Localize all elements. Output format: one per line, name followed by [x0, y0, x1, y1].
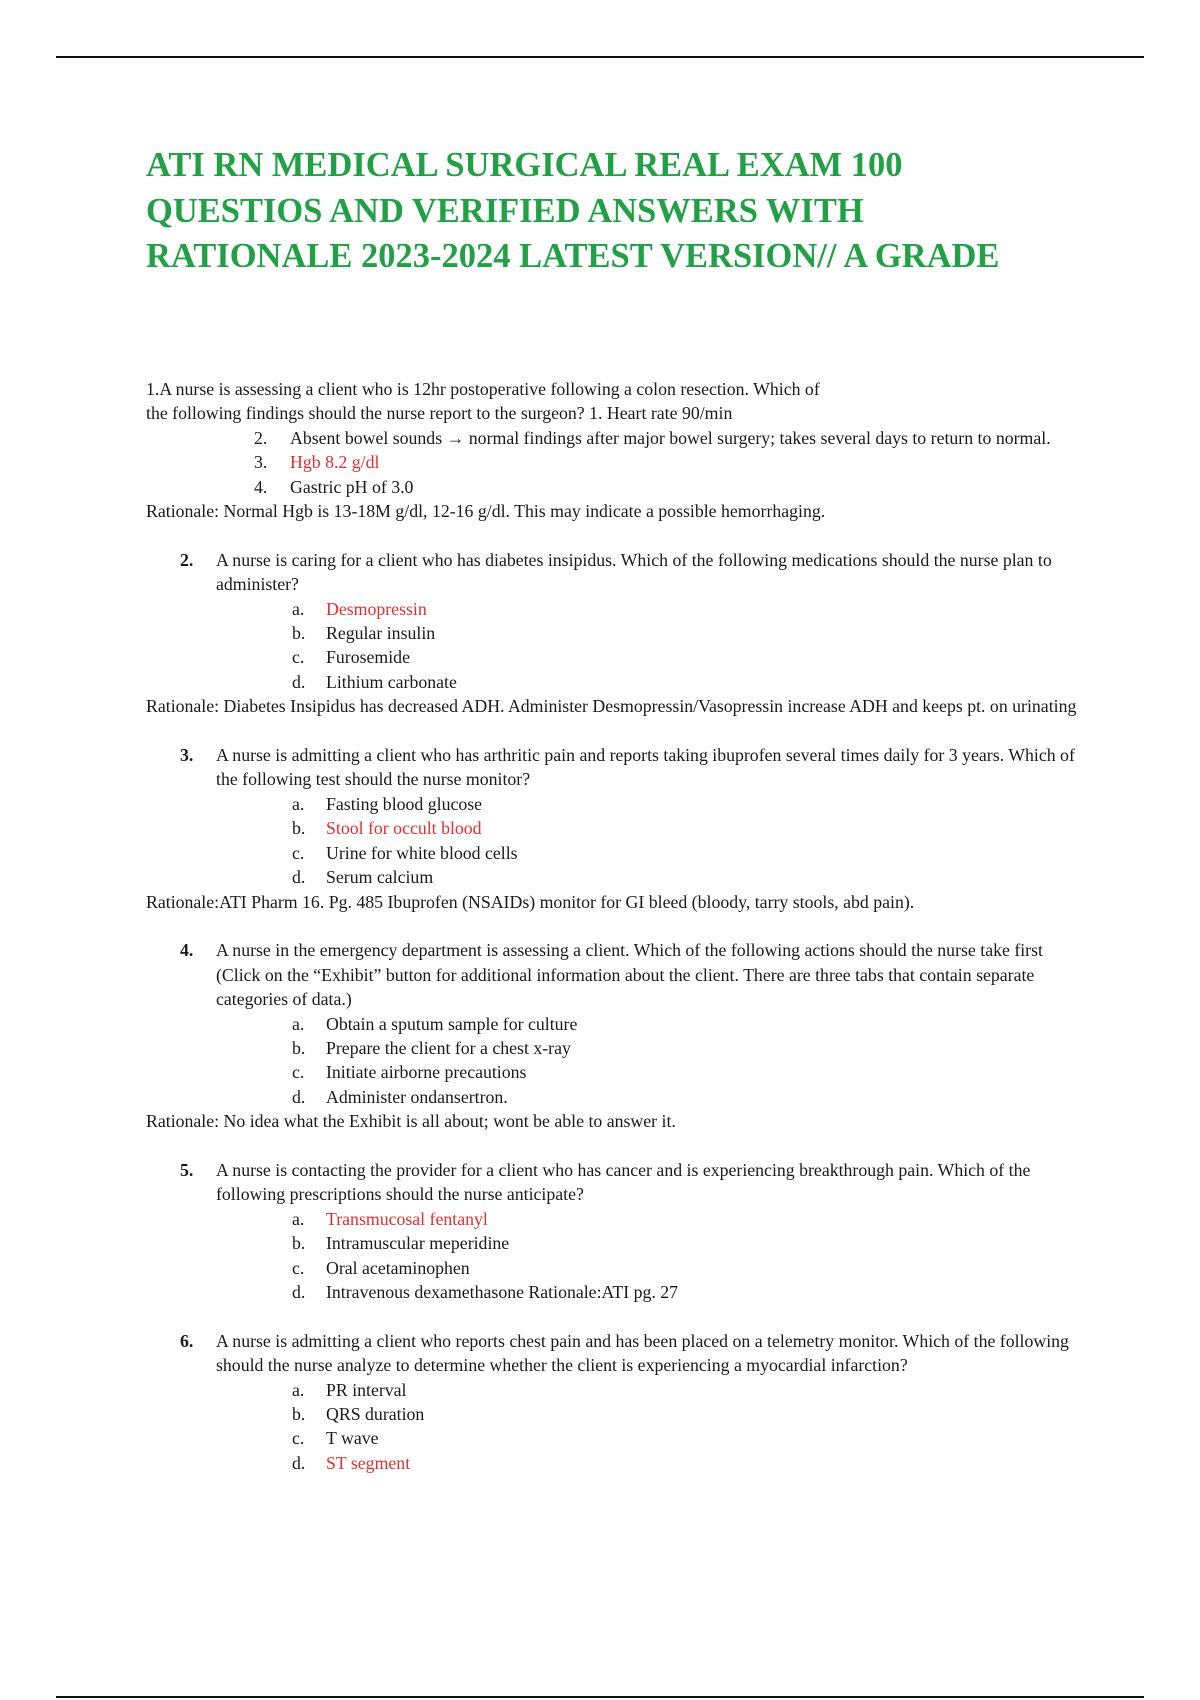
question-3-option	[216, 792, 1086, 816]
question-1-text-line: the following findings should the nurse report to the surgeon? 1. Heart rate 90/min	[146, 403, 733, 424]
question-1-text-line: 1.A nurse is assessing a client who is 12hr postoperative following a colon resection. Which of	[146, 379, 820, 399]
option-label: d.	[292, 1281, 306, 1302]
option-text: Administer ondansertron.	[326, 1086, 508, 1107]
option-text: Prepare the client for a chest x-ray	[326, 1037, 571, 1058]
option-label: d.	[292, 867, 306, 888]
option-text: Regular insulin	[326, 623, 436, 644]
document-title	[146, 143, 1106, 280]
question-2-option	[216, 645, 1086, 669]
option-text: Urine for white blood cells	[326, 842, 518, 863]
question-2-option	[216, 621, 1086, 645]
option-label: c.	[292, 842, 305, 863]
question-list	[146, 377, 1086, 1475]
question-2	[146, 548, 1086, 694]
question-3-option-correct	[216, 816, 1086, 840]
question-number: 2.	[180, 549, 194, 570]
question-4-option	[216, 1012, 1086, 1036]
title-line: RATIONALE 2023-2024 LATEST VERSION// A GRADE	[146, 237, 1000, 275]
correct-answer-text: Desmopressin	[326, 598, 427, 619]
option-text: Absent bowel sounds → normal findings after major bowel surgery; takes several days to return to normal.	[290, 427, 1051, 448]
option-label: d.	[292, 671, 306, 692]
option-label: b.	[292, 623, 306, 644]
option-label: b.	[292, 1037, 306, 1058]
option-label: b.	[292, 1403, 306, 1424]
option-label: a.	[292, 1379, 305, 1400]
question-3-option	[216, 865, 1086, 889]
option-text: T wave	[326, 1428, 379, 1449]
question-6-option-correct	[216, 1451, 1086, 1475]
question-5-option	[216, 1280, 1086, 1304]
question-4-option	[216, 1060, 1086, 1084]
question-6-option	[216, 1378, 1086, 1402]
question-2-text: A nurse is caring for a client who has diabetes insipidus. Which of the following medications should the nurse plan to administer?	[216, 549, 1052, 595]
question-4-rationale: Rationale: No idea what the Exhibit is all about; wont be able to answer it.	[146, 1111, 676, 1132]
question-1-option-correct	[146, 450, 1086, 474]
option-text: Initiate airborne precautions	[326, 1062, 527, 1083]
question-1-rationale: Rationale: Normal Hgb is 13-18M g/dl, 12-16 g/dl. This may indicate a possible hemorrhaging.	[146, 501, 826, 522]
option-label: a.	[292, 1208, 305, 1229]
question-5	[146, 1158, 1086, 1304]
option-text: PR interval	[326, 1379, 407, 1400]
correct-answer-text: Stool for occult blood	[326, 818, 482, 839]
question-3	[146, 743, 1086, 889]
question-2-rationale: Rationale: Diabetes Insipidus has decreased ADH. Administer Desmopressin/Vasopressin increase ADH and keeps pt. on urinating	[146, 696, 1077, 717]
question-5-option-correct	[216, 1207, 1086, 1231]
option-text: Intramuscular meperidine	[326, 1233, 510, 1254]
question-4-option	[216, 1085, 1086, 1109]
question-6-text: A nurse is admitting a client who reports chest pain and has been placed on a telemetry monitor. Which of the following should the nurse analyze to determine whether the client is experiencing a myocardial infarction?	[216, 1330, 1069, 1376]
option-text: Gastric pH of 3.0	[290, 476, 414, 497]
question-3-option	[216, 841, 1086, 865]
option-label: a.	[292, 1013, 305, 1034]
question-1	[146, 377, 1086, 523]
correct-answer-text: ST segment	[326, 1452, 411, 1473]
option-label: c.	[292, 647, 305, 668]
title-line: ATI RN MEDICAL SURGICAL REAL EXAM 100	[146, 146, 903, 184]
option-text: Intravenous dexamethasone Rationale:ATI pg. 27	[326, 1281, 679, 1302]
option-text: Furosemide	[326, 647, 410, 668]
question-4	[146, 938, 1086, 1109]
option-text: Obtain a sputum sample for culture	[326, 1013, 578, 1034]
correct-answer-text: Transmucosal fentanyl	[326, 1208, 488, 1229]
option-text: Lithium carbonate	[326, 671, 457, 692]
option-label: b.	[292, 1233, 306, 1254]
question-number: 3.	[180, 745, 194, 766]
option-label: 2.	[254, 427, 268, 448]
question-number: 4.	[180, 940, 194, 961]
option-text: Fasting blood glucose	[326, 793, 483, 814]
option-label: d.	[292, 1452, 306, 1473]
option-label: c.	[292, 1257, 305, 1278]
option-label: d.	[292, 1086, 306, 1107]
option-label: 4.	[254, 476, 268, 497]
option-text: QRS duration	[326, 1403, 425, 1424]
question-1-option	[146, 475, 1086, 499]
question-5-text: A nurse is contacting the provider for a client who has cancer and is experiencing breakthrough pain. Which of the following prescriptions should the nurse anticipate?	[216, 1159, 1031, 1205]
question-5-option	[216, 1231, 1086, 1255]
top-rule	[56, 56, 1144, 58]
question-2-option-correct	[216, 597, 1086, 621]
question-6-option	[216, 1426, 1086, 1450]
question-4-option	[216, 1036, 1086, 1060]
bottom-rule	[56, 1696, 1144, 1698]
question-3-rationale: Rationale:ATI Pharm 16. Pg. 485 Ibuprofen (NSAIDs) monitor for GI bleed (bloody, tarry stools, abd pain).	[146, 891, 915, 912]
option-label: a.	[292, 793, 305, 814]
option-label: c.	[292, 1428, 305, 1449]
correct-answer-text: Hgb 8.2 g/dl	[290, 452, 380, 473]
question-number: 5.	[180, 1159, 194, 1180]
question-2-option	[216, 670, 1086, 694]
question-5-option	[216, 1256, 1086, 1280]
title-line: QUESTIOS AND VERIFIED ANSWERS WITH	[146, 191, 864, 230]
question-3-text: A nurse is admitting a client who has arthritic pain and reports taking ibuprofen several times daily for 3 years. Which of the following test should the nurse monitor?	[216, 745, 1075, 790]
option-label: b.	[292, 818, 306, 839]
option-text: Oral acetaminophen	[326, 1257, 470, 1278]
question-6	[146, 1329, 1086, 1475]
question-6-option	[216, 1402, 1086, 1426]
question-number: 6.	[180, 1330, 194, 1351]
option-label: a.	[292, 598, 305, 619]
question-4-text: A nurse in the emergency department is assessing a client. Which of the following actions should the nurse take first (Click on the “Exhibit” button for additional information about the client. There are three tabs that contain separate categories of data.)	[216, 940, 1043, 1010]
question-1-option	[146, 426, 1086, 450]
option-label: c.	[292, 1062, 305, 1083]
option-label: 3.	[254, 452, 268, 473]
option-text: Serum calcium	[326, 867, 434, 888]
